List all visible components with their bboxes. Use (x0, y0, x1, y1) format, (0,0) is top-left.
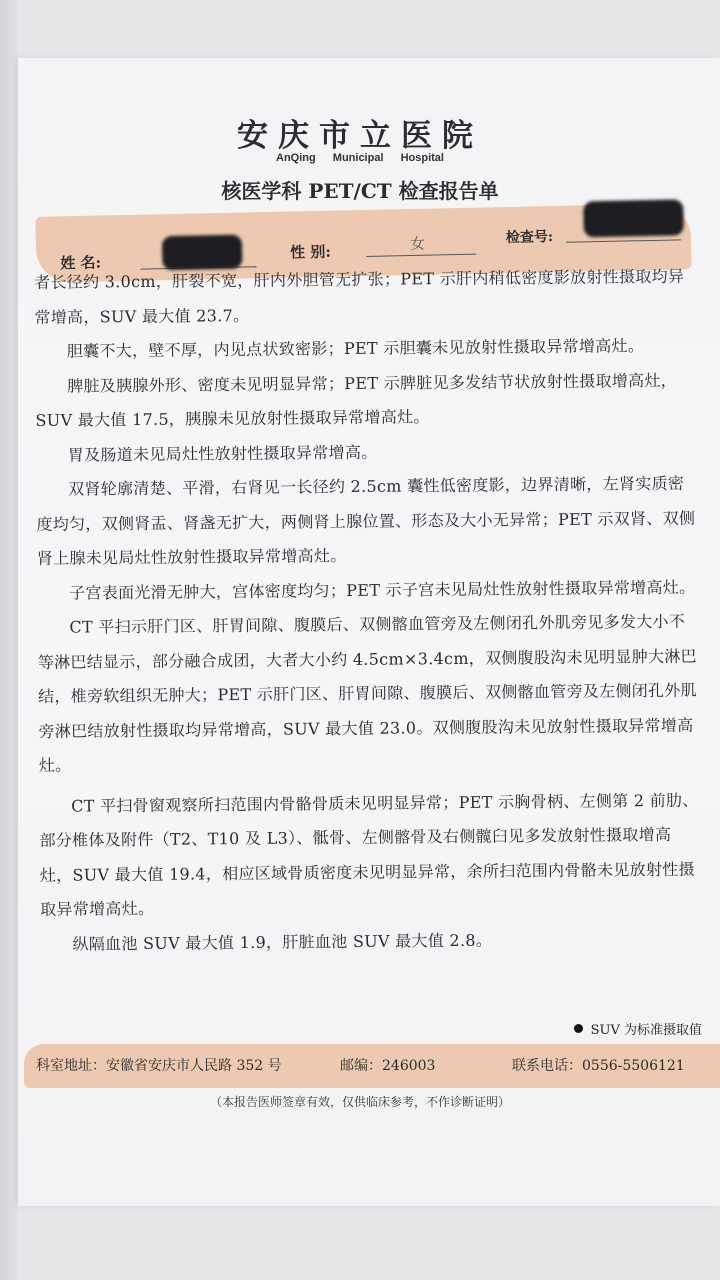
suv-note-text: SUV 为标准摄取值 (590, 1023, 702, 1038)
department-address: 科室地址：安徽省安庆市人民路 352 号 (36, 1058, 282, 1074)
hospital-name: 安庆市立医院 (237, 118, 483, 154)
report-paragraph: CT 平扫骨窗观察所扫范围内骨骼骨质未见明显异常；PET 示胸骨柄、左侧第 2 前肋、部分椎体及附件（T2、T10 及 L3）、骶骨、左侧髂骨及右侧髋臼见多发放射性摄取增高灶，SUV 最大值 19.4，相应区域骨质密度未见明显异常，余所扫范围内骨骼未见放射性摄取异常增高灶。 (39, 790, 699, 919)
report-paragraph: 纵隔血池 SUV 最大值 1.9，肝脏血池 SUV 最大值 2.8。 (72, 930, 493, 954)
gender-value: 女 (409, 234, 426, 254)
name-label: 姓 名: (60, 253, 102, 273)
report-paragraph: 胆囊不大，壁不厚，内见点状致密影；PET 示胆囊未见放射性摄取异常增高灶。 (66, 336, 645, 361)
contact-phone: 联系电话：0556-5506121 (512, 1058, 685, 1074)
redacted-exam-no (583, 199, 684, 237)
report-paragraph: 者长径约 3.0cm，肝裂不宽，肝内外胆管无扩张；PET 示肝内稍低密度影放射性摄取均异常增高，SUV 最大值 23.7。 (34, 266, 685, 327)
exam-no-label: 检查号: (505, 229, 554, 247)
report-paragraph: 双肾轮廓清楚、平滑，右肾见一长径约 2.5cm 囊性低密度影，边界清晰，左肾实质密度均匀，双侧肾盂、肾盏无扩大，两侧肾上腺位置、形态及大小无异常；PET 示双肾、双侧肾上腺未见局灶性放射性摄取异常增高灶。 (36, 473, 696, 568)
report-body (34, 260, 701, 962)
bullet-icon (574, 1024, 583, 1033)
postcode: 邮编：246003 (340, 1058, 436, 1074)
disclaimer: （本报告医师签章有效，仅供临床参考，不作诊断证明） (209, 1095, 510, 1109)
report-paragraph: CT 平扫示肝门区、肝胃间隙、腹膜后、双侧髂血管旁及左侧闭孔外肌旁见多发大小不等淋巴结显示，部分融合成团，大者大小约 4.5cm×3.4cm，双侧腹股沟未见明显肿大淋巴结，椎旁软组织无肿大；PET 示肝门区、肝胃间隙、腹膜后、双侧髂血管旁及左侧闭孔外肌旁淋巴结放射性摄取均异常增高，SUV 最大值 23.0。双侧腹股沟未见放射性摄取异常增高灶。 (37, 611, 698, 775)
suv-note (574, 1019, 702, 1038)
report-paragraph: 胃及肠道未见局灶性放射性摄取异常增高。 (67, 442, 378, 465)
report-paragraph: 脾脏及胰腺外形、密度未见明显异常；PET 示脾脏见多发结节状放射性摄取增高灶，SUV 最大值 17.5，胰腺未见放射性摄取异常增高灶。 (35, 370, 678, 430)
hospital-name-english: AnQing Municipal Hospital (276, 152, 444, 164)
report-title: 核医学科 PET/CT 检查报告单 (221, 179, 499, 203)
gender-label: 性 别: (289, 242, 332, 262)
report-paragraph: 子宫表面光滑无肿大，宫体密度均匀；PET 示子宫未见局灶性放射性摄取异常增高灶。 (69, 577, 696, 603)
